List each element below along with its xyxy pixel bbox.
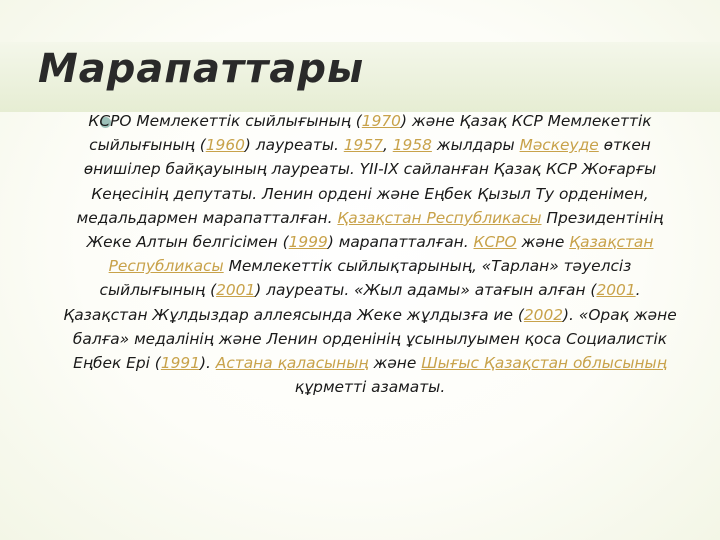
link-1991[interactable]: 1991 <box>160 354 200 373</box>
text-run: ) лауреаты. «Жыл адамы» атағын алған ( <box>255 281 597 300</box>
link-2001-b[interactable]: 2001 <box>596 281 636 300</box>
link-2002[interactable]: 2002 <box>523 305 564 324</box>
awards-paragraph <box>60 109 680 399</box>
text-run: өткен өнишілер байқауының лауреаты. ҮІІ-ІХ сайланған Қазақ КСР Жоғарғы Кеңесінің депутаты. Ленин ордені және Еңбек Қызыл Ту орденімен, медальдармен марапатталған. <box>76 136 657 227</box>
link-moscow[interactable]: Мәскеуде <box>519 136 599 155</box>
text-run: , <box>382 136 393 155</box>
text-run: ). «Орақ және балға» медалінің және Ленин орденінің ұсынылуымен қоса Социалистік Еңбек Ері ( <box>72 305 677 373</box>
text-run: Мемлекеттік сыйлықтарының, «Тарлан» тәуелсіз сыйлығының ( <box>99 257 632 300</box>
text-run: ) марапатталған. <box>327 233 474 252</box>
link-1957[interactable]: 1957 <box>343 136 383 155</box>
text-run: Президентінің Жеке Алтын белгісімен ( <box>86 208 664 252</box>
text-run: және <box>516 233 570 252</box>
link-astana-city[interactable]: Астана қаласының <box>215 354 369 373</box>
text-run: және <box>368 354 422 373</box>
link-2001[interactable]: 2001 <box>216 281 256 300</box>
link-1999[interactable]: 1999 <box>288 233 328 252</box>
link-kazakhstan-republic[interactable]: Қазақстан Республикасы <box>337 208 542 227</box>
text-run: ) лауреаты. <box>244 136 344 155</box>
text-run: . Қазақстан Жұлдыздар аллеясында Жеке жұлдызға ие ( <box>63 281 641 324</box>
slide-title: Марапаттары <box>38 46 365 92</box>
link-kazakhstan-republic-2[interactable]: Қазақстан Республикасы <box>108 233 654 276</box>
link-east-kazakhstan-region[interactable]: Шығыс Қазақстан облысының <box>421 354 667 373</box>
link-1970[interactable]: 1970 <box>361 112 401 130</box>
text-run: ). <box>200 354 216 373</box>
link-ussr[interactable]: КСРО <box>473 233 517 252</box>
link-1958[interactable]: 1958 <box>392 136 432 155</box>
link-1960[interactable]: 1960 <box>205 136 245 155</box>
text-run: жылдары <box>431 136 520 155</box>
text-run: ) және Қазақ КСР Мемлекеттік сыйлығының ( <box>89 112 652 155</box>
text-run: құрметті азаматы. <box>294 378 446 397</box>
text-run: КСРО Мемлекеттік сыйлығының ( <box>88 112 362 130</box>
